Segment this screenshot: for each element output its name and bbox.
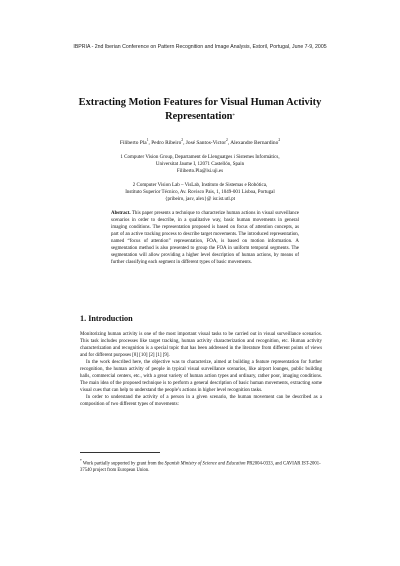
author-name: Alexandre Bernardino	[230, 139, 279, 146]
affiliation-line: 1 Computer Vision Group, Departament de Llenguatges i Sistemes Informàtics,	[120, 155, 280, 160]
author-affil-mark: 1	[146, 138, 149, 142]
author-separator: ,	[183, 139, 186, 146]
body-paragraph: Monitorizing human activity is one of the most important visual tasks to be carried out in visual surveillance scenarios. This task includes processes like target tracking, human activity characterization and recognition, etc. Human activity characterization and recognition is a special topic that has been addressed in the literature from different points of views and for different purposes [8] [10] [2] [1] [9].	[80, 332, 322, 358]
author-affil-mark: 2	[278, 138, 281, 142]
affiliation-line: 2 Computer Vision Lab – VisLab, Instituto de Sistemas e Robótica,	[132, 183, 268, 188]
footnote	[80, 458, 322, 474]
footnote-divider	[80, 452, 160, 453]
footnote-text: PR2004-0333, and CAVIAR IST-2001-37540 project from European Union.	[80, 461, 321, 473]
affiliation-email: Filiberto.Pla@lsi.uji.es	[176, 169, 224, 175]
title-line-1: Extracting Motion Features for Visual Human Activity	[78, 97, 322, 108]
author-affil-mark: 2	[181, 138, 184, 142]
title-footnote-mark: *	[232, 113, 235, 119]
footnote-mark: *	[80, 459, 82, 463]
author-separator: ,	[148, 139, 152, 146]
affiliation-email: {pribeiro, jasv, alex}@ isr.ist.utl.pt	[165, 197, 235, 203]
affiliation-2	[40, 182, 360, 204]
author-name: Filiberto Pla	[119, 139, 147, 146]
body-paragraph: In the work described here, the objective was to characterize, aimed at building a feature representation for further recognition, the human activity of people in typical visual surveillance scenarios, like airport lounges, public building halls, commercial centers, etc., with a great variety of human action types and ordinary, rather poor, imaging conditions. The main idea of the proposed technique is to perform a general description of basic human movements, extracting some visual cues that can help to understand the people’s actions in higher level recognition tasks.	[80, 360, 322, 393]
footnote-italic-text: Spanish Ministry of Science and Education	[164, 461, 246, 467]
abstract	[111, 210, 299, 266]
affiliation-1	[40, 154, 360, 176]
author-affil-mark: 2	[226, 138, 228, 142]
affiliation-line: Instituto Superior Técnico, Av. Rovisco Pais, 1, 1049-001 Lisboa, Portugal	[125, 190, 275, 196]
author-name: Pedro Ribeiro	[151, 139, 182, 146]
conference-header: IBPRIA - 2nd Iberian Conference on Pattern Recognition and Image Analysis, Estoril, Portugal, June 7-9, 2005	[73, 44, 327, 50]
section-body	[80, 331, 322, 408]
title-line-2: Representation	[165, 110, 233, 122]
section-heading: 1. Introduction	[80, 314, 133, 323]
paper-title	[60, 96, 340, 123]
author-list	[40, 138, 360, 146]
author-name: José Santos-Victor	[185, 139, 227, 146]
body-paragraph: In order to understand the activity of a person in a given scenario, the human movement can be described as a composition of two different types of movements:	[80, 395, 322, 407]
author-separator: ,	[227, 139, 231, 146]
abstract-label: Abstract.	[111, 211, 131, 216]
footnote-text: Work partially supported by grant from the	[81, 461, 165, 467]
affiliation-line: Universitat Jaume I, 12071 Castellón, Spain	[155, 162, 245, 168]
abstract-text: This paper presents a technique to characterize human actions in visual surveillance scenarios in order to describe, in a qualitative way, basic human movements in general imaging conditions. The representation proposed is based on focus of attention concepts, as part of an active tracking process to describe target movements. The introduced representation, named “focus of attention” representation, FOA, is based on motion information. A segmentation method is also presented to group the FOA in uniform temporal segments. The segmentation will allow providing a higher level description of human actions, by means of further classifying each segment in different types of basic movements.	[111, 211, 299, 265]
